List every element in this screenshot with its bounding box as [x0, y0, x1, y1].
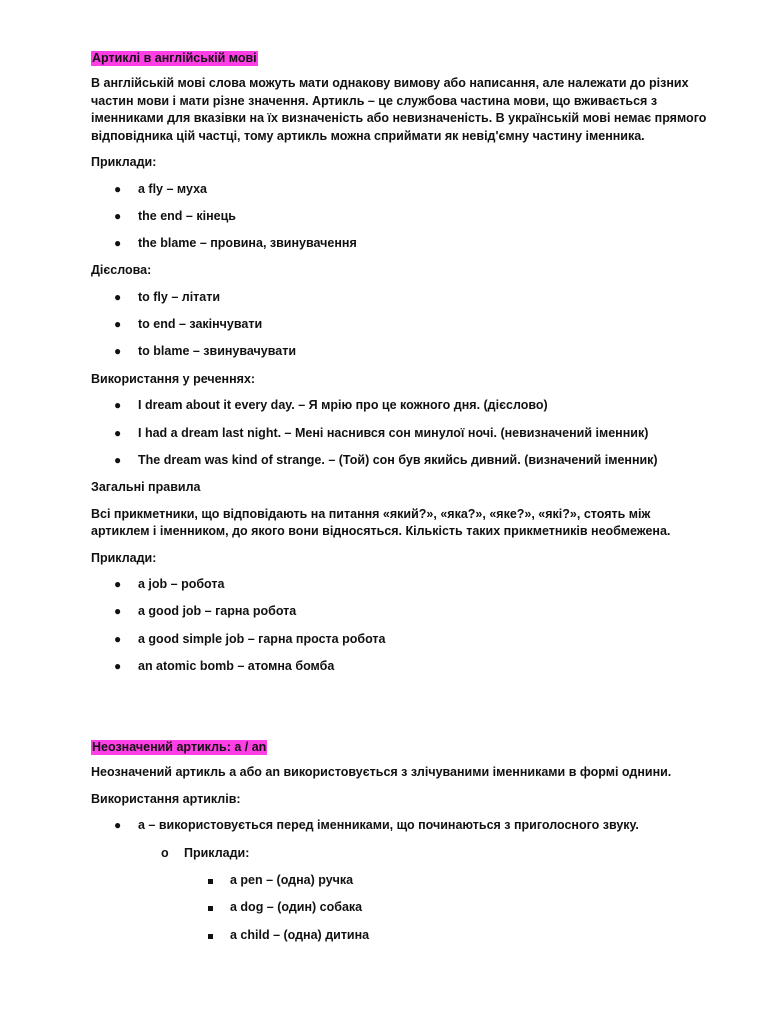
verbs-list: [91, 289, 711, 361]
bullet-icon: ●: [114, 452, 122, 467]
sub-sub-list-item: [91, 872, 711, 890]
bullet-icon: ●: [114, 425, 122, 440]
bullet-icon: ●: [114, 604, 122, 619]
list-item: [91, 181, 711, 199]
list-item-text: an atomic bomb – атомна бомба: [138, 659, 335, 674]
verbs-label: Дієслова:: [91, 263, 152, 278]
list-item: [91, 631, 711, 649]
list-item: [91, 343, 711, 361]
list-item-text: The dream was kind of strange. – (Той) сон був якийсь дивний. (визначений іменник): [138, 452, 658, 467]
bullet-icon: ●: [114, 398, 122, 413]
square-bullet-icon: [208, 906, 213, 911]
sub-examples-label: Приклади:: [184, 845, 250, 860]
bullet-icon: ●: [114, 236, 122, 251]
sub-sub-list-item: [91, 899, 711, 917]
usage-list: [91, 397, 711, 469]
list-item-text: a job – робота: [138, 577, 225, 592]
rules-paragraph: Всі прикметники, що відповідають на питання «який?», «яка?», «яке?», «які?», стоять між артиклем і іменником, до якого вони відносяться. Кількість таких прикметників необмежена.: [91, 506, 671, 539]
list-item: [91, 289, 711, 307]
list-item-text: a – використовується перед іменниками, що починаються з приголосного звуку.: [138, 818, 639, 833]
list-item: [91, 452, 711, 470]
list-item-text: a good simple job – гарна проста робота: [138, 631, 386, 646]
square-bullet-icon: [208, 879, 213, 884]
list-item-text: I dream about it every day. – Я мрію про це кожного дня. (дієслово): [138, 398, 548, 413]
list-item-text: a pen – (одна) ручка: [230, 872, 354, 887]
examples-list: [91, 181, 711, 253]
bullet-icon: ●: [114, 659, 122, 674]
sub-sub-list-item: [91, 927, 711, 945]
circle-bullet-icon: o: [161, 845, 169, 860]
list-item-text: I had a dream last night. – Мені наснився сон минулої ночі. (невизначений іменник): [138, 425, 649, 440]
bullet-icon: ●: [114, 344, 122, 359]
bullet-icon: ●: [114, 818, 122, 833]
examples2-list: [91, 576, 711, 675]
list-item-text: to blame – звинувачувати: [138, 344, 297, 359]
square-bullet-icon: [208, 934, 213, 939]
list-item-text: a good job – гарна робота: [138, 604, 297, 619]
list-item: [91, 658, 711, 676]
indefinite-intro: Неозначений артикль a або an використовується з злічуваними іменниками в формі однини.: [91, 765, 672, 780]
bullet-icon: ●: [114, 317, 122, 332]
examples2-label: Приклади:: [91, 550, 157, 565]
intro-paragraph: В англійській мові слова можуть мати однакову вимову або написання, але належати до різних частин мови і мати різне значення. Артикль – це службова частина мови, що вживається з іменниками для вказівки на їх визначеність або невизначеність. В українській мові немає прямого відповідника цій частці, тому артикль можна сприймати як невід'ємну частину іменника.: [91, 76, 707, 143]
sub-list-item: [91, 845, 711, 863]
section-heading-indefinite-article: Неозначений артикль: a / an: [92, 740, 267, 755]
document-page: [91, 51, 711, 954]
list-item: [91, 397, 711, 415]
list-item: [91, 208, 711, 226]
list-item: [91, 576, 711, 594]
bullet-icon: ●: [114, 577, 122, 592]
bullet-icon: ●: [114, 181, 122, 196]
list-item: [91, 316, 711, 334]
bullet-icon: ●: [114, 208, 122, 223]
list-item-text: a dog – (один) собака: [230, 900, 363, 915]
list-item-text: to end – закінчувати: [138, 317, 263, 332]
list-item-text: to fly – літати: [138, 289, 221, 304]
list-item: [91, 235, 711, 253]
usage-label: Використання у реченнях:: [91, 371, 256, 386]
list-item-text: the blame – провина, звинувачення: [138, 236, 357, 251]
bullet-icon: ●: [114, 289, 122, 304]
list-item-text: the end – кінець: [138, 208, 236, 223]
list-item: [91, 817, 711, 835]
examples-label: Приклади:: [91, 155, 157, 169]
list-item: [91, 603, 711, 621]
article-usage-label: Використання артиклів:: [91, 791, 241, 806]
article-usage-list: [91, 817, 711, 835]
list-item: [91, 425, 711, 443]
list-item-text: a fly – муха: [138, 181, 208, 196]
rules-label: Загальні правила: [91, 480, 201, 495]
section-heading-articles: Артиклі в англійській мові: [92, 51, 257, 65]
list-item-text: a child – (одна) дитина: [230, 927, 370, 942]
bullet-icon: ●: [114, 631, 122, 646]
section-spacer: [91, 685, 711, 740]
